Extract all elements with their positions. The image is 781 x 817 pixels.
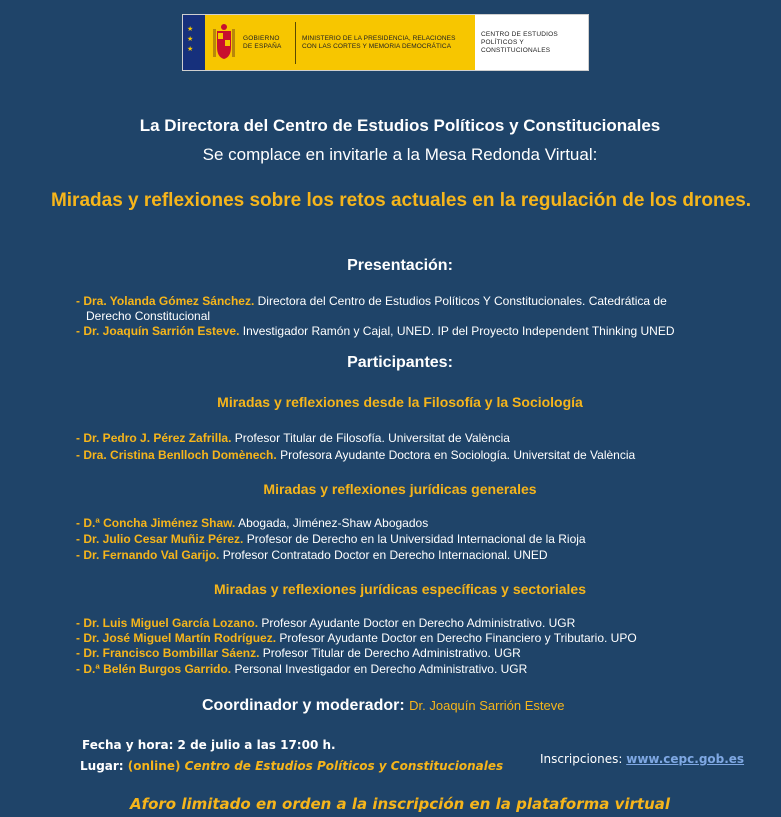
- participant-item: - D.ª Belén Burgos Garrido. Personal Investigador en Derecho Administrativo. UGR: [76, 662, 528, 676]
- participant-desc: Personal Investigador en Derecho Administrativo. UGR: [231, 662, 528, 676]
- participant-name: Dra. Cristina Benlloch Domènech.: [83, 448, 277, 462]
- participant-item: - D.ª Concha Jiménez Shaw. Abogada, Jiménez-Shaw Abogados: [76, 516, 429, 530]
- participant-desc: Profesor de Derecho en la Universidad Internacional de la Rioja: [243, 532, 586, 546]
- participant-item: - Dr. Fernando Val Garijo. Profesor Contratado Doctor en Derecho Internacional. UNED: [76, 548, 548, 562]
- invitation-subheading: Se complace en invitarle a la Mesa Redonda Virtual:: [202, 145, 598, 164]
- cepc-block: [475, 15, 588, 70]
- participant-desc: Profesor Titular de Derecho Administrativo. UGR: [259, 646, 521, 660]
- registration-label: Inscripciones:: [540, 752, 627, 766]
- participant-desc: Profesor Ayudante Doctor en Derecho Financiero y Tributario. UPO: [276, 631, 637, 645]
- coordinator-label: Coordinador y moderador:: [202, 697, 405, 714]
- group-title: Miradas y reflexiones desde la Filosofía y la Sociología: [217, 394, 583, 410]
- participant-item: - Dra. Cristina Benlloch Domènech. Profesora Ayudante Doctora en Sociología. Universitat de València: [76, 448, 636, 462]
- participant-desc: Abogada, Jiménez-Shaw Abogados: [235, 516, 429, 530]
- participant-name: D.ª Belén Burgos Garrido.: [83, 662, 232, 676]
- participant-name: Dr. Fernando Val Garijo.: [83, 548, 220, 562]
- ministry-label: MINISTERIO DE LA PRESIDENCIA, RELACIONES CON LAS CORTES Y MEMORIA DEMOCRÁTICA: [302, 34, 456, 50]
- coat-of-arms-icon: [211, 23, 237, 63]
- venue-online: (online): [127, 759, 181, 773]
- participant-desc: Profesor Titular de Filosofía. Universitat de València: [231, 431, 510, 445]
- group-title: Miradas y reflexiones jurídicas específicas y sectoriales: [214, 581, 586, 597]
- participant-item: - Dr. José Miguel Martín Rodríguez. Profesor Ayudante Doctor en Derecho Financiero y Tributario. UPO: [76, 631, 637, 645]
- government-label: GOBIERNO DE ESPAÑA: [243, 34, 282, 50]
- venue-place: Centro de Estudios Políticos y Constitucionales: [180, 759, 504, 773]
- presenter-name: Dr. Joaquín Sarrión Esteve.: [83, 324, 240, 338]
- participant-item: - Dr. Julio Cesar Muñiz Pérez. Profesor de Derecho en la Universidad Internacional de la Rioja: [76, 532, 586, 546]
- government-block: [205, 15, 475, 70]
- presenter-desc: Directora del Centro de Estudios Políticos Y Constitucionales. Catedrática de: [254, 294, 667, 308]
- registration-line: [540, 752, 744, 766]
- participant-name: Dr. Julio Cesar Muñiz Pérez.: [83, 532, 244, 546]
- event-title: Miradas y reflexiones sobre los retos actuales en la regulación de los drones.: [50, 190, 752, 211]
- participantes-heading: Participantes:: [347, 354, 453, 371]
- header-logo-band: [182, 14, 589, 71]
- presenter-name: Dra. Yolanda Gómez Sánchez.: [83, 294, 255, 308]
- presenter-desc: Investigador Ramón y Cajal, UNED. IP del Proyecto Independent Thinking UNED: [239, 324, 675, 338]
- participant-name: Dr. Francisco Bombillar Sáenz.: [83, 646, 260, 660]
- invitation-heading: La Directora del Centro de Estudios Políticos y Constitucionales: [139, 116, 661, 135]
- eu-flag-icon: ★ ★ ★: [183, 15, 205, 70]
- date-time: Fecha y hora: 2 de julio a las 17:00 h.: [82, 738, 336, 752]
- participant-item: - Dr. Pedro J. Pérez Zafrilla. Profesor Titular de Filosofía. Universitat de València: [76, 431, 510, 445]
- participant-item: - Dr. Luis Miguel García Lozano. Profesor Ayudante Doctor en Derecho Administrativo. UGR: [76, 616, 576, 630]
- cepc-label: CENTRO DE ESTUDIOS POLÍTICOS Y CONSTITUCIONALES: [481, 30, 558, 54]
- presenter-item: - Dra. Yolanda Gómez Sánchez. Directora del Centro de Estudios Políticos Y Constitucionales. Catedrática de Derecho Constitucional: [76, 294, 756, 324]
- presenter-item: - Dr. Joaquín Sarrión Esteve. Investigador Ramón y Cajal, UNED. IP del Proyecto Independent Thinking UNED: [76, 324, 675, 338]
- registration-link[interactable]: www.cepc.gob.es: [626, 752, 745, 766]
- participant-desc: Profesora Ayudante Doctora en Sociología. Universitat de València: [276, 448, 636, 462]
- participant-item: - Dr. Francisco Bombillar Sáenz. Profesor Titular de Derecho Administrativo. UGR: [76, 646, 521, 660]
- participant-name: Dr. Luis Miguel García Lozano.: [83, 616, 259, 630]
- participant-name: Dr. José Miguel Martín Rodríguez.: [83, 631, 277, 645]
- coordinator-line: [202, 697, 565, 715]
- venue-line: [80, 759, 503, 773]
- participant-desc: Profesor Ayudante Doctor en Derecho Administrativo. UGR: [258, 616, 576, 630]
- participant-name: D.ª Concha Jiménez Shaw.: [83, 516, 236, 530]
- participant-name: Dr. Pedro J. Pérez Zafrilla.: [83, 431, 232, 445]
- coordinator-value: Dr. Joaquín Sarrión Esteve: [409, 698, 565, 713]
- venue-label: Lugar:: [80, 759, 128, 773]
- capacity-notice: Aforo limitado en orden a la inscripción en la plataforma virtual: [129, 795, 671, 813]
- participant-desc: Profesor Contratado Doctor en Derecho Internacional. UNED: [219, 548, 548, 562]
- group-title: Miradas y reflexiones jurídicas generales: [263, 481, 537, 497]
- presenter-desc-cont: Derecho Constitucional: [86, 309, 211, 323]
- presentacion-heading: Presentación:: [347, 257, 453, 274]
